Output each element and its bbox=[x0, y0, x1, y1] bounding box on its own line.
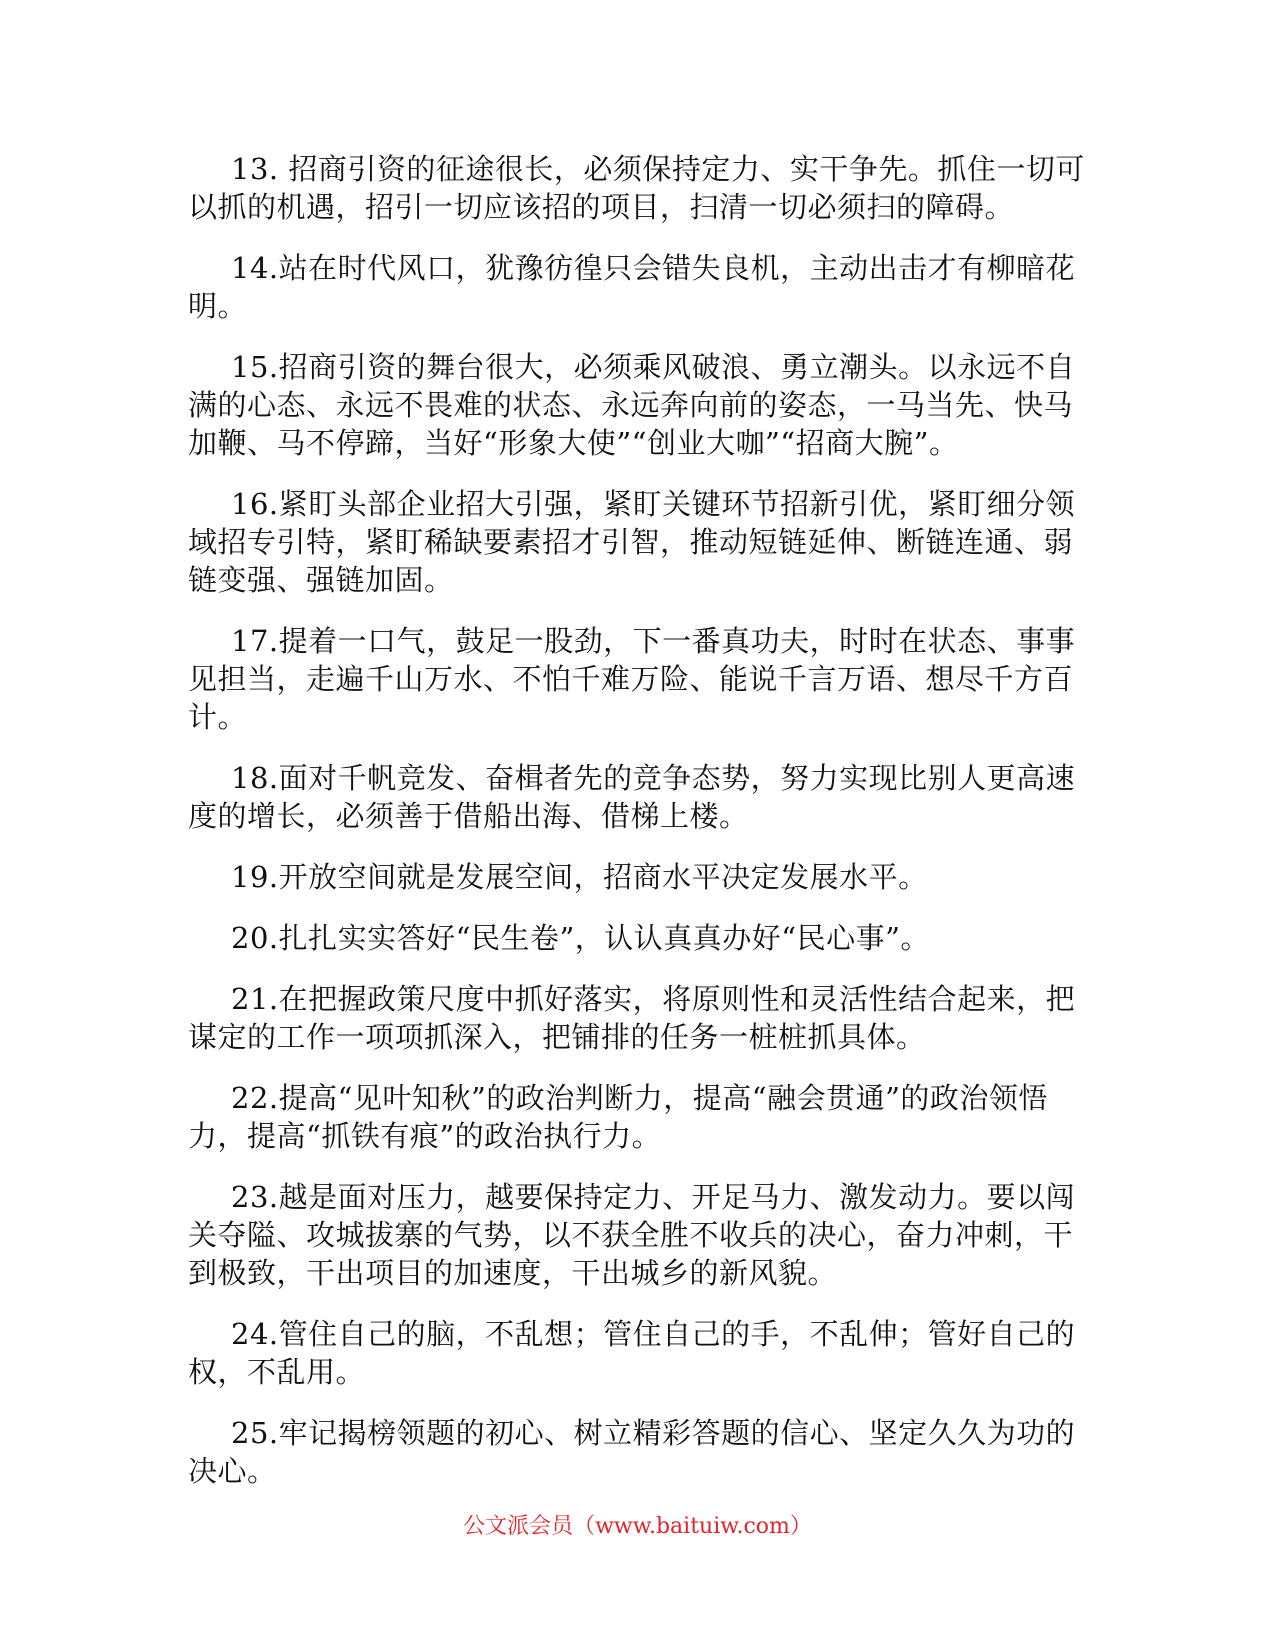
paragraph-22: 22.提高“见叶知秋”的政治判断力，提高“融会贯通”的政治领悟力，提高“抓铁有痕”的政治执行力。 bbox=[188, 1081, 1048, 1153]
paragraph-25: 25.牢记揭榜领题的初心、树立精彩答题的信心、坚定久久为功的决心。 bbox=[188, 1416, 1076, 1488]
paragraph-23: 23.越是面对压力，越要保持定力、开足马力、激发动力。要以闯关夺隘、攻城拔寨的气势，以不获全胜不收兵的决心，奋力冲刺，干到极致，干出项目的加速度，干出城乡的新风貌。 bbox=[188, 1180, 1076, 1290]
paragraph-24: 24.管住自己的脑，不乱想；管住自己的手，不乱伸；管好自己的权，不乱用。 bbox=[188, 1317, 1076, 1389]
paragraph-19: 19.开放空间就是发展空间，招商水平决定发展水平。 bbox=[231, 860, 928, 894]
paragraph-20: 20.扎扎实实答好“民生卷”，认认真真办好“民心事”。 bbox=[231, 921, 930, 955]
paragraph-15: 15.招商引资的舞台很大，必须乘风破浪、勇立潮头。以永远不自满的心态、永远不畏难的状态、永远奔向前的姿态，一马当先、快马加鞭、马不停蹄，当好“形象大使”“创业大咖”“招商大腕”。 bbox=[188, 350, 1076, 460]
paragraph-21: 21.在把握政策尺度中抓好落实，将原则性和灵活性结合起来，把谋定的工作一项项抓深入，把铺排的任务一桩桩抓具体。 bbox=[188, 982, 1076, 1054]
paragraph-17: 17.提着一口气，鼓足一股劲，下一番真功夫，时时在状态、事事见担当，走遍千山万水、不怕千难万险、能说千言万语、想尽千方百计。 bbox=[188, 624, 1076, 734]
paragraph-13: 13. 招商引资的征途很长，必须保持定力、实干争先。抓住一切可以抓的机遇，招引一切应该招的项目，扫清一切必须扫的障碍。 bbox=[188, 152, 1085, 224]
document-body bbox=[188, 150, 1088, 1513]
paragraph-16: 16.紧盯头部企业招大引强，紧盯关键环节招新引优，紧盯细分领域招专引特，紧盯稀缺要素招才引智，推动短链延伸、断链连通、弱链变强、强链加固。 bbox=[188, 487, 1076, 597]
paragraph-14: 14.站在时代风口，犹豫彷徨只会错失良机，主动出击才有柳暗花明。 bbox=[188, 251, 1076, 323]
footer-watermark: 公文派会员（www.baituiw.com） bbox=[463, 1514, 812, 1539]
paragraph-18: 18.面对千帆竞发、奋楫者先的竞争态势，努力实现比别人更高速度的增长，必须善于借船出海、借梯上楼。 bbox=[188, 761, 1076, 833]
